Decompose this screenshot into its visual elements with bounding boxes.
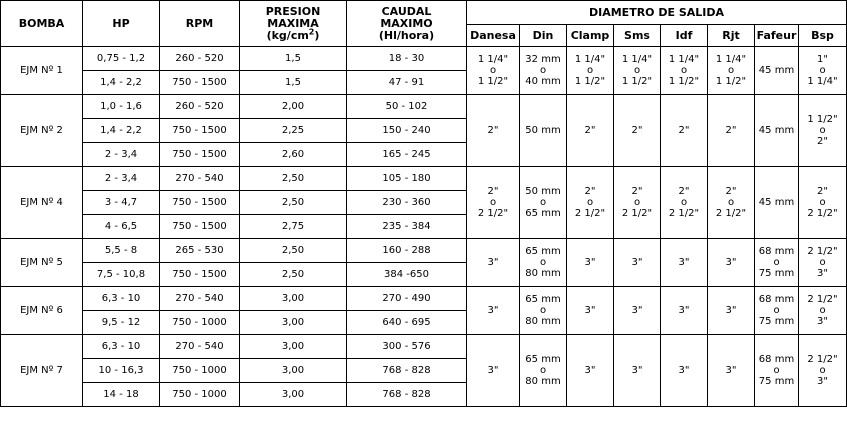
rpm-cell: 750 - 1500: [160, 119, 240, 143]
caudal-cell: 768 - 828: [347, 383, 467, 407]
clamp-cell: 2" o 2 1/2": [567, 167, 614, 239]
caudal-cell: 47 - 91: [347, 71, 467, 95]
bsp-cell: 2" o 2 1/2": [799, 167, 847, 239]
caudal-cell: 150 - 240: [347, 119, 467, 143]
header-presion-unit-close: ): [314, 28, 320, 42]
rpm-cell: 750 - 1500: [160, 263, 240, 287]
hp-cell: 9,5 - 12: [83, 311, 160, 335]
bsp-cell: 1" o 1 1/4": [799, 47, 847, 95]
table-header: [1, 1, 847, 47]
fafeur-cell: 45 mm: [755, 47, 799, 95]
rjt-cell: 1 1/4" o 1 1/2": [708, 47, 755, 95]
bomba-cell: EJM Nº 7: [1, 335, 83, 407]
danesa-cell: 2": [467, 95, 520, 167]
table-row: [1, 95, 847, 119]
header-presion-unit-exp: 2: [308, 26, 315, 36]
din-cell: 65 mm o 80 mm: [520, 287, 567, 335]
subheader-fafeur: Fafeur: [755, 25, 799, 47]
clamp-cell: 1 1/4" o 1 1/2": [567, 47, 614, 95]
hp-cell: 1,4 - 2,2: [83, 119, 160, 143]
header-caudal-unit: (Hl/hora): [378, 28, 435, 42]
presion-cell: 2,50: [240, 191, 347, 215]
rjt-cell: 3": [708, 239, 755, 287]
caudal-cell: 640 - 695: [347, 311, 467, 335]
rjt-cell: 3": [708, 335, 755, 407]
subheader-idf: Idf: [661, 25, 708, 47]
hp-cell: 0,75 - 1,2: [83, 47, 160, 71]
bomba-cell: EJM Nº 4: [1, 167, 83, 239]
clamp-cell: 3": [567, 335, 614, 407]
caudal-cell: 270 - 490: [347, 287, 467, 311]
bsp-cell: 2 1/2" o 3": [799, 239, 847, 287]
header-presion-line1: PRESION: [265, 4, 321, 18]
danesa-cell: 3": [467, 335, 520, 407]
presion-cell: 2,50: [240, 263, 347, 287]
fafeur-cell: 68 mm o 75 mm: [755, 335, 799, 407]
danesa-cell: 3": [467, 239, 520, 287]
bsp-cell: 2 1/2" o 3": [799, 287, 847, 335]
bomba-cell: EJM Nº 2: [1, 95, 83, 167]
header-diametro: DIAMETRO DE SALIDA: [467, 1, 847, 25]
caudal-cell: 160 - 288: [347, 239, 467, 263]
header-caudal: [347, 1, 467, 47]
rpm-cell: 750 - 1500: [160, 71, 240, 95]
header-bomba: BOMBA: [1, 1, 83, 47]
presion-cell: 3,00: [240, 287, 347, 311]
rpm-cell: 270 - 540: [160, 167, 240, 191]
rpm-cell: 750 - 1000: [160, 359, 240, 383]
subheader-bsp: Bsp: [799, 25, 847, 47]
hp-cell: 10 - 16,3: [83, 359, 160, 383]
rpm-cell: 750 - 1500: [160, 215, 240, 239]
hp-cell: 3 - 4,7: [83, 191, 160, 215]
header-presion-line2: MAXIMA: [267, 16, 319, 30]
fafeur-cell: 45 mm: [755, 167, 799, 239]
hp-cell: 6,3 - 10: [83, 287, 160, 311]
hp-cell: 2 - 3,4: [83, 167, 160, 191]
hp-cell: 1,0 - 1,6: [83, 95, 160, 119]
presion-cell: 3,00: [240, 311, 347, 335]
rpm-cell: 270 - 540: [160, 335, 240, 359]
header-presion: [240, 1, 347, 47]
rpm-cell: 750 - 1500: [160, 191, 240, 215]
idf-cell: 2" o 2 1/2": [661, 167, 708, 239]
sms-cell: 3": [614, 335, 661, 407]
presion-cell: 2,60: [240, 143, 347, 167]
presion-cell: 2,25: [240, 119, 347, 143]
fafeur-cell: 68 mm o 75 mm: [755, 287, 799, 335]
rpm-cell: 270 - 540: [160, 287, 240, 311]
caudal-cell: 384 -650: [347, 263, 467, 287]
header-hp: HP: [83, 1, 160, 47]
caudal-cell: 768 - 828: [347, 359, 467, 383]
caudal-cell: 165 - 245: [347, 143, 467, 167]
rpm-cell: 260 - 520: [160, 47, 240, 71]
header-presion-unit-base: (kg/cm: [266, 28, 309, 42]
hp-cell: 6,3 - 10: [83, 335, 160, 359]
din-cell: 32 mm o 40 mm: [520, 47, 567, 95]
danesa-cell: 2" o 2 1/2": [467, 167, 520, 239]
clamp-cell: 3": [567, 239, 614, 287]
presion-cell: 1,5: [240, 47, 347, 71]
sms-cell: 3": [614, 239, 661, 287]
subheader-rjt: Rjt: [708, 25, 755, 47]
presion-cell: 1,5: [240, 71, 347, 95]
subheader-din: Din: [520, 25, 567, 47]
presion-cell: 2,00: [240, 95, 347, 119]
subheader-danesa: Danesa: [467, 25, 520, 47]
danesa-cell: 3": [467, 287, 520, 335]
hp-cell: 14 - 18: [83, 383, 160, 407]
idf-cell: 3": [661, 287, 708, 335]
header-presion-unit: [266, 26, 320, 42]
table-body: [1, 47, 847, 407]
rpm-cell: 750 - 1500: [160, 143, 240, 167]
caudal-cell: 235 - 384: [347, 215, 467, 239]
rpm-cell: 750 - 1000: [160, 311, 240, 335]
presion-cell: 3,00: [240, 383, 347, 407]
rjt-cell: 2": [708, 95, 755, 167]
din-cell: 50 mm o 65 mm: [520, 167, 567, 239]
sms-cell: 2": [614, 95, 661, 167]
presion-cell: 2,50: [240, 239, 347, 263]
caudal-cell: 300 - 576: [347, 335, 467, 359]
header-caudal-line1: CAUDAL: [381, 4, 432, 18]
hp-cell: 2 - 3,4: [83, 143, 160, 167]
sms-cell: 3": [614, 287, 661, 335]
din-cell: 50 mm: [520, 95, 567, 167]
rjt-cell: 2" o 2 1/2": [708, 167, 755, 239]
fafeur-cell: 45 mm: [755, 95, 799, 167]
bsp-cell: 2 1/2" o 3": [799, 335, 847, 407]
rpm-cell: 265 - 530: [160, 239, 240, 263]
hp-cell: 1,4 - 2,2: [83, 71, 160, 95]
idf-cell: 1 1/4" o 1 1/2": [661, 47, 708, 95]
clamp-cell: 3": [567, 287, 614, 335]
bsp-cell: 1 1/2" o 2": [799, 95, 847, 167]
danesa-cell: 1 1/4" o 1 1/2": [467, 47, 520, 95]
clamp-cell: 2": [567, 95, 614, 167]
bomba-cell: EJM Nº 6: [1, 287, 83, 335]
presion-cell: 3,00: [240, 359, 347, 383]
idf-cell: 3": [661, 239, 708, 287]
caudal-cell: 50 - 102: [347, 95, 467, 119]
hp-cell: 5,5 - 8: [83, 239, 160, 263]
bomba-cell: EJM Nº 5: [1, 239, 83, 287]
idf-cell: 2": [661, 95, 708, 167]
din-cell: 65 mm o 80 mm: [520, 239, 567, 287]
table-row: [1, 47, 847, 71]
subheader-sms: Sms: [614, 25, 661, 47]
hp-cell: 4 - 6,5: [83, 215, 160, 239]
sms-cell: 2" o 2 1/2": [614, 167, 661, 239]
rpm-cell: 750 - 1000: [160, 383, 240, 407]
table-row: [1, 287, 847, 311]
sms-cell: 1 1/4" o 1 1/2": [614, 47, 661, 95]
rpm-cell: 260 - 520: [160, 95, 240, 119]
presion-cell: 3,00: [240, 335, 347, 359]
hp-cell: 7,5 - 10,8: [83, 263, 160, 287]
idf-cell: 3": [661, 335, 708, 407]
bomba-cell: EJM Nº 1: [1, 47, 83, 95]
caudal-cell: 230 - 360: [347, 191, 467, 215]
rjt-cell: 3": [708, 287, 755, 335]
header-caudal-line2: MAXIMO: [380, 16, 433, 30]
subheader-clamp: Clamp: [567, 25, 614, 47]
table-row: [1, 167, 847, 191]
presion-cell: 2,75: [240, 215, 347, 239]
presion-cell: 2,50: [240, 167, 347, 191]
table-row: [1, 335, 847, 359]
caudal-cell: 18 - 30: [347, 47, 467, 71]
fafeur-cell: 68 mm o 75 mm: [755, 239, 799, 287]
header-rpm: RPM: [160, 1, 240, 47]
din-cell: 65 mm o 80 mm: [520, 335, 567, 407]
caudal-cell: 105 - 180: [347, 167, 467, 191]
table-row: [1, 239, 847, 263]
